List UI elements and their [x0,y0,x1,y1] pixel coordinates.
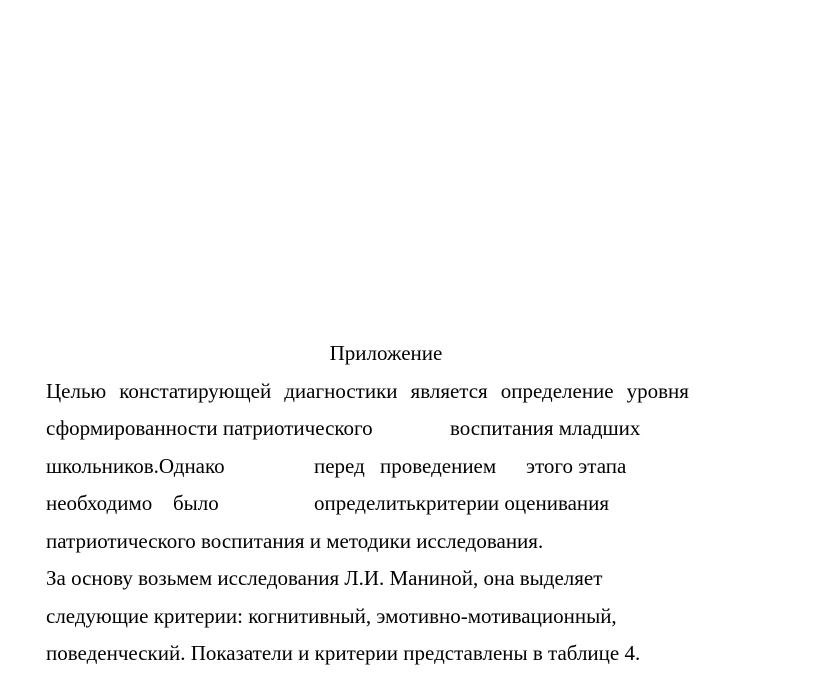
word: диагностики [284,379,398,403]
word: определение [500,379,614,403]
text-segment: определитькритерии оценивания [314,491,610,515]
paragraph-line-8: поведенческий. Показатели и критерии представлены в таблице 4. [46,641,641,665]
text-segment: перед [314,454,365,478]
text-segment: необходимо [46,491,153,515]
text-segment: сформированности патриотического [46,416,373,440]
text-segment: этого этапа [526,454,627,478]
appendix-heading: Приложение [329,341,443,365]
paragraph-line-4 [46,488,689,518]
text-segment: было [173,491,219,515]
text-segment: воспитания младших [450,416,641,440]
paragraph-line-5: патриотического воспитания и методики исследования. [46,529,544,553]
paragraph-line-7: следующие критерии: когнитивный, эмотивно-мотивационный, [46,604,617,628]
word: констатирующей [119,379,272,403]
word: Целью [46,379,107,403]
text-segment: проведением [380,454,497,478]
paragraph-line-3 [46,451,689,481]
word: является [410,379,488,403]
text-segment: школьников.Однако [46,454,225,478]
paragraph-line-1 [46,376,689,406]
paragraph-line-2 [46,413,689,443]
word: уровня [626,379,689,403]
paragraph-line-6: За основу возьмем исследования Л.И. Маниной, она выделяет [46,566,603,590]
